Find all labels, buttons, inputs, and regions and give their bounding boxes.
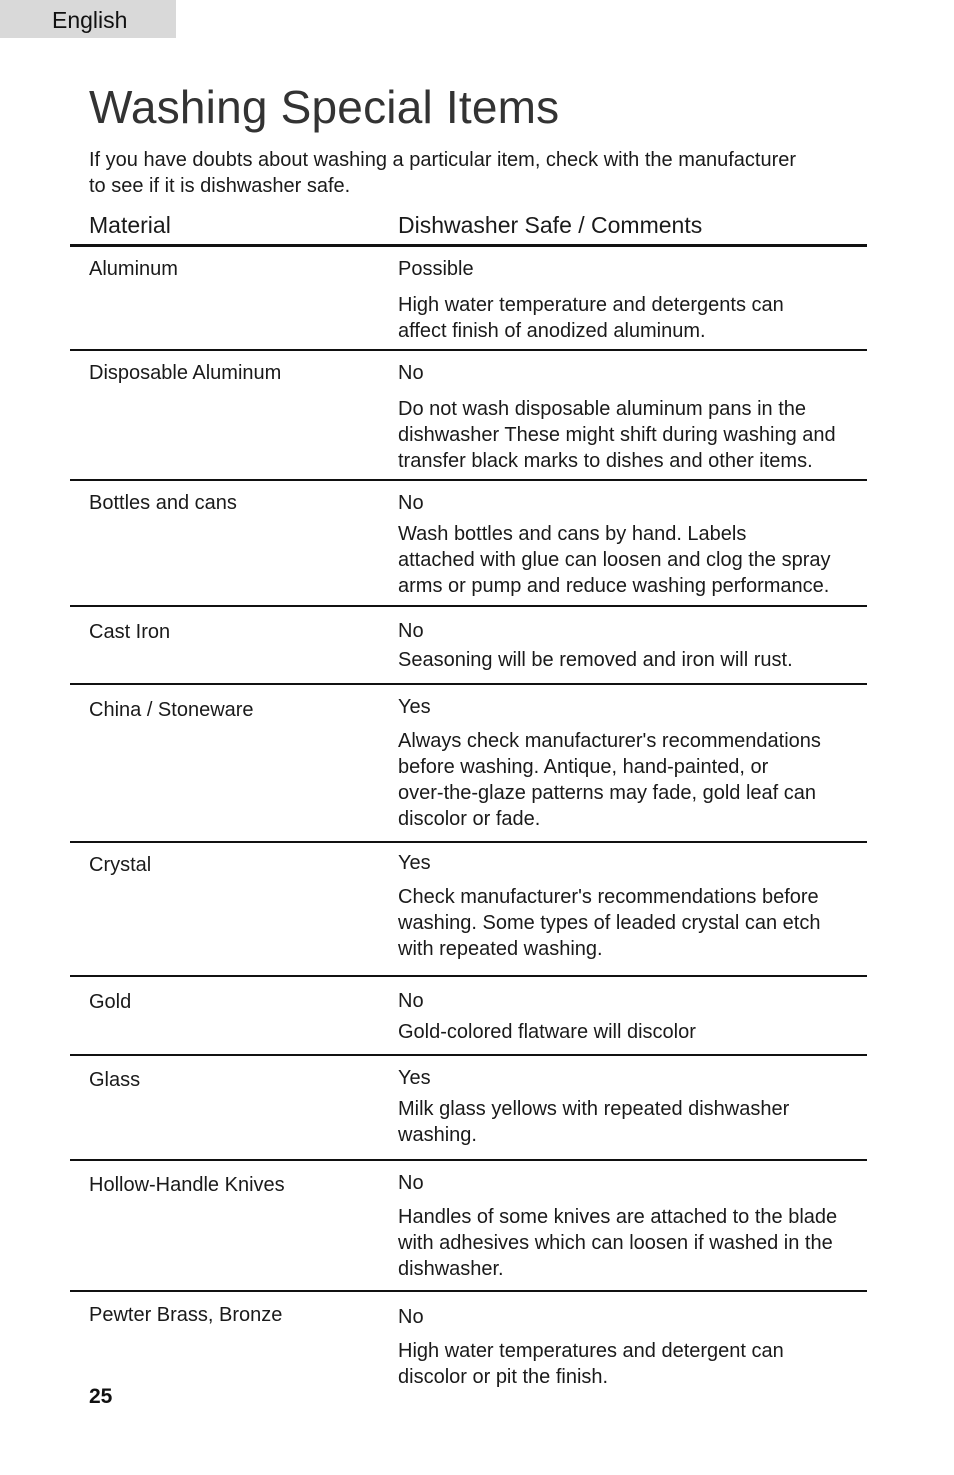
material-cell: Pewter Brass, Bronze [89, 1304, 283, 1326]
comment-cell: Check manufacturer's recommendations before washing. Some types of leaded crystal can etch with repeated washing. [398, 886, 821, 960]
comment-cell: High water temperature and detergents can affect finish of anodized aluminum. [398, 294, 784, 342]
table-row [70, 1056, 867, 1161]
table-header [70, 210, 867, 247]
safe-cell: No [398, 1306, 424, 1328]
material-cell: Aluminum [89, 258, 178, 280]
comment-cell: Wash bottles and cans by hand. Labels attached with glue can loosen and clog the spray arms or pump and reduce washing performance. [398, 523, 831, 597]
comment-cell: High water temperatures and detergent can discolor or pit the finish. [398, 1340, 784, 1388]
table-row [70, 977, 867, 1056]
language-tab: English [0, 0, 176, 38]
safe-cell: Yes [398, 1067, 431, 1089]
table-row [70, 685, 867, 843]
table-row [70, 607, 867, 685]
safe-cell: No [398, 1172, 424, 1194]
table-row [70, 843, 867, 977]
table-row [70, 1161, 867, 1292]
special-items-table [70, 210, 867, 1392]
safe-cell: No [398, 990, 424, 1012]
safe-cell: Yes [398, 852, 431, 874]
material-cell: China / Stoneware [89, 699, 254, 721]
material-cell: Hollow-Handle Knives [89, 1174, 285, 1196]
comment-cell: Always check manufacturer's recommendations before washing. Antique, hand-painted, or over-the-glaze patterns may fade, gold leaf can discolor or fade. [398, 730, 821, 830]
material-cell: Bottles and cans [89, 492, 237, 514]
column-header-comments: Dishwasher Safe / Comments [398, 212, 703, 238]
safe-cell: No [398, 362, 424, 384]
table-row [70, 1292, 867, 1392]
safe-cell: No [398, 492, 424, 514]
comment-cell: Milk glass yellows with repeated dishwasher washing. [398, 1098, 790, 1146]
safe-cell: Yes [398, 696, 431, 718]
material-cell: Cast Iron [89, 621, 171, 643]
safe-cell: Possible [398, 258, 474, 280]
material-cell: Gold [89, 991, 132, 1013]
safe-cell: No [398, 620, 424, 642]
material-cell: Disposable Aluminum [89, 362, 282, 384]
table-row [70, 247, 867, 351]
material-cell: Crystal [89, 854, 152, 876]
page-number: 25 [89, 1385, 113, 1408]
comment-cell: Handles of some knives are attached to the blade with adhesives which can loosen if washed in the dishwasher. [398, 1206, 838, 1280]
table-row [70, 481, 867, 607]
intro-text: If you have doubts about washing a particular item, check with the manufacturer to see if it is dishwasher safe. [89, 149, 797, 197]
table-row [70, 351, 867, 481]
page-title: Washing Special Items [89, 81, 560, 133]
column-header-material: Material [89, 212, 171, 238]
material-cell: Glass [89, 1069, 141, 1091]
comment-cell: Gold-colored flatware will discolor [398, 1021, 696, 1043]
comment-cell: Seasoning will be removed and iron will rust. [398, 649, 793, 671]
comment-cell: Do not wash disposable aluminum pans in the dishwasher These might shift during washing and transfer black marks to dishes and other items. [398, 398, 836, 472]
